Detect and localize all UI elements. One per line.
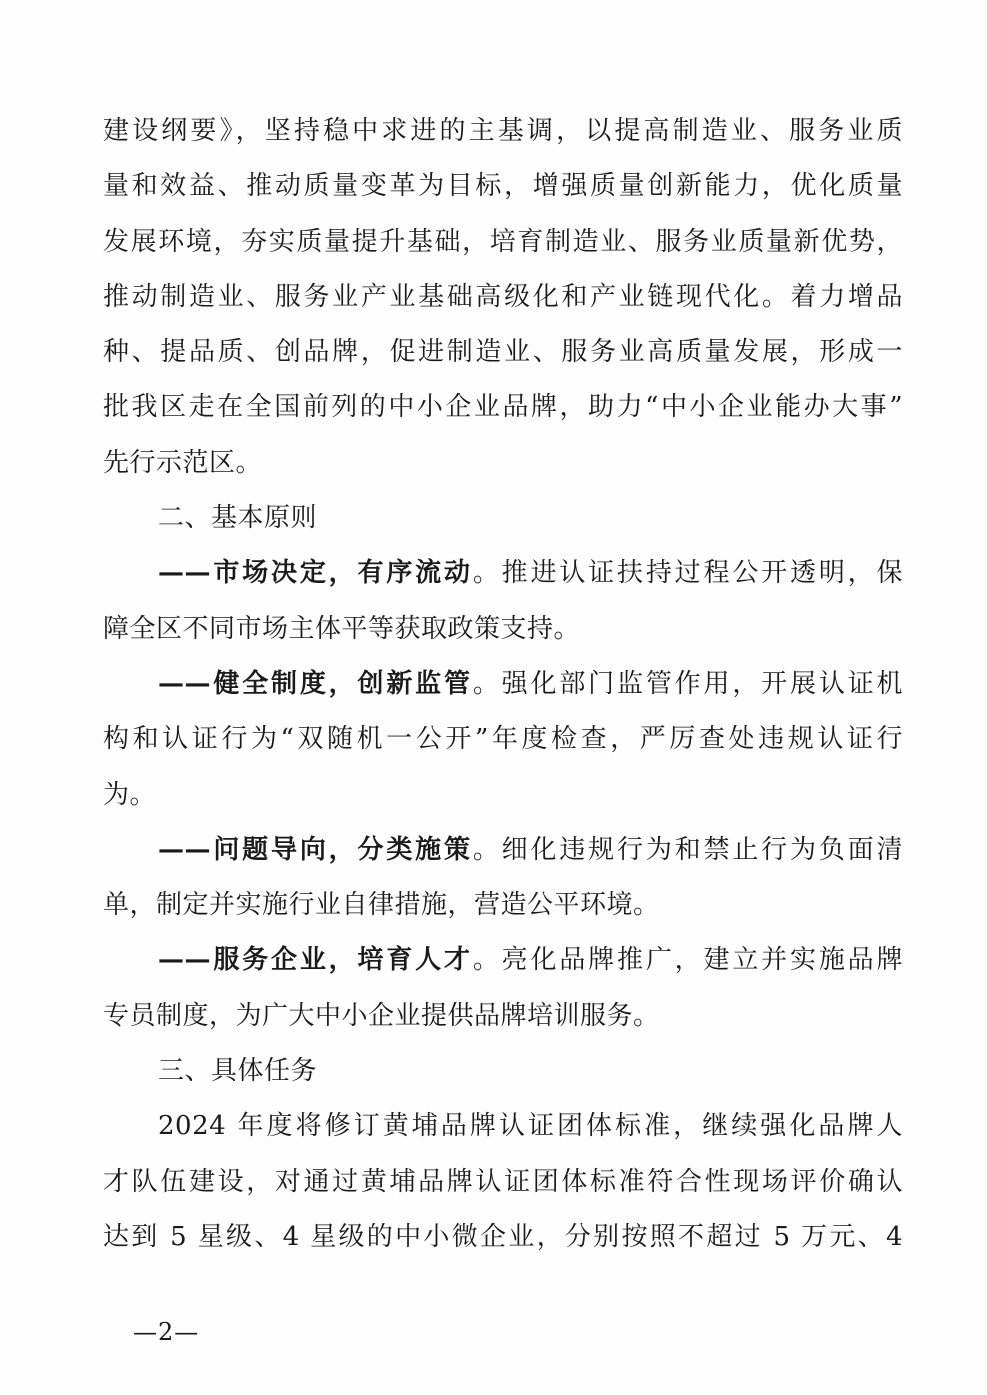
paragraph-line: 发展环境，夯实质量提升基础，培育制造业、服务业质量新优势，: [103, 226, 903, 257]
principle-text: 。细化违规行为和禁止行为负面清: [472, 834, 903, 865]
paragraph-line: 建设纲要》，坚持稳中求进的主基调，以提高制造业、服务业质: [103, 116, 903, 146]
principle-line: [103, 657, 903, 712]
principle-line: [103, 823, 903, 878]
body-text: [103, 104, 903, 1265]
paragraph-line: 单，制定并实施行业自律措施，营造公平环境。: [103, 890, 660, 921]
principle-line: [103, 546, 903, 601]
principle-text: 。强化部门监管作用，开展认证机: [472, 668, 903, 699]
paragraph-line: 专员制度，为广大中小企业提供品牌培训服务。: [103, 1000, 660, 1031]
paragraph-line: 构和认证行为“双随机一公开”年度检查，严厉查处违规认证行: [103, 724, 903, 755]
section-heading: 三、具体任务: [158, 1056, 318, 1087]
principle-title: ——问题导向，分类施策: [158, 834, 473, 865]
paragraph-line: 达到 5 星级、4 星级的中小微企业，分别按照不超过 5 万元、4: [103, 1221, 903, 1252]
principle-text: 。推进认证扶持过程公开透明，保: [472, 558, 903, 589]
paragraph-line: 量和效益、推动质量变革为目标，增强质量创新能力，优化质量: [103, 171, 903, 202]
paragraph-line: 批我区走在全国前列的中小企业品牌，助力“中小企业能办大事”: [103, 392, 903, 423]
principle-title: ——服务企业，培育人才: [158, 945, 473, 976]
paragraph-line: 为。: [103, 779, 157, 810]
principle-text: 。亮化品牌推广，建立并实施品牌: [472, 945, 903, 976]
paragraph-line: 推动制造业、服务业产业基础高级化和产业链现代化。着力增品: [103, 281, 903, 312]
paragraph-line: 先行示范区。: [103, 447, 263, 478]
paragraph-line: 才队伍建设，对通过黄埔品牌认证团体标准符合性现场评价确认: [103, 1166, 903, 1197]
page-number: —2—: [133, 1318, 200, 1346]
paragraph-line: 障全区不同市场主体平等获取政策支持。: [103, 613, 581, 644]
section-heading: 二、基本原则: [158, 503, 318, 534]
paragraph-line: 2024 年度将修订黄埔品牌认证团体标准，继续强化品牌人: [158, 1111, 903, 1142]
principle-line: [103, 933, 903, 988]
paragraph-line: 种、提品质、创品牌，促进制造业、服务业高质量发展，形成一: [103, 337, 903, 368]
principle-title: ——市场决定，有序流动: [158, 558, 473, 589]
principle-title: ——健全制度，创新监管: [158, 668, 473, 699]
